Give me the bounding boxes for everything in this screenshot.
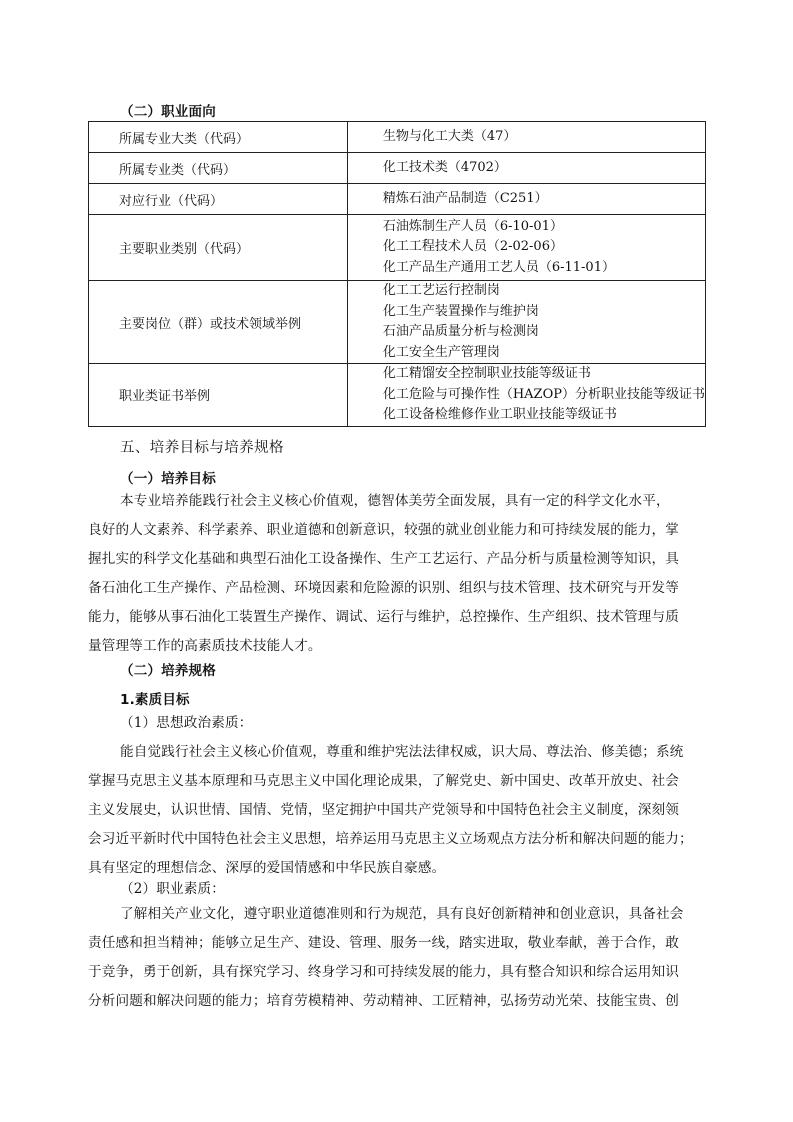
- section-five-heading: 五、培养目标与培养规格: [120, 440, 284, 456]
- paragraph-line: 主义发展史，认识世情、国情、党情，坚定拥护中国共产党领导和中国特色社会主义制度，深刻领: [88, 802, 679, 818]
- table-row: [89, 364, 706, 427]
- political-quality-heading: （1）思想政治素质：: [120, 715, 253, 731]
- table-row: [89, 184, 706, 215]
- professional-quality-paragraph: [88, 900, 684, 1016]
- training-goal-heading: （一）培养目标: [120, 471, 216, 487]
- row-key: 主要职业类别（代码）: [89, 215, 348, 281]
- paragraph-line: 能自觉践行社会主义核心价值观，尊重和维护宪法法律权威，识大局、尊法治、修美德；系统: [120, 744, 684, 760]
- paragraph-line: 备石油化工生产操作、产品检测、环境因素和危险源的识别、组织与技术管理、技术研究与开发等: [88, 580, 679, 596]
- paragraph-line: 分析问题和解决问题的能力；培育劳模精神、劳动精神、工匠精神，弘扬劳动光荣、技能宝贵、创: [88, 993, 679, 1009]
- row-value: 精炼石油产品制造（C251）: [347, 184, 705, 215]
- paragraph-line: 良好的人文素养、科学素养、职业道德和创新意识，较强的就业创业能力和可持续发展的能力，掌: [88, 522, 679, 538]
- row-key: 主要岗位（群）或技术领域举例: [89, 281, 348, 364]
- paragraph-line: 能力，能够从事石油化工装置生产操作、调试、运行与维护，总控操作、生产组织、技术管理与质: [88, 609, 679, 625]
- row-value: 生物与化工大类（47）: [347, 122, 705, 153]
- paragraph-line: 掌握马克思主义基本原理和马克思主义中国化理论成果，了解党史、新中国史、改革开放史、社会: [88, 773, 679, 789]
- paragraph-line: 本专业培养能践行社会主义核心价值观，德智体美劳全面发展，具有一定的科学文化水平，: [120, 493, 670, 509]
- table-row: [89, 281, 706, 364]
- quality-goal-heading: 1.素质目标: [120, 692, 190, 708]
- career-orientation-heading: （二）职业面向: [120, 104, 216, 120]
- row-value: 石油炼制生产人员（6-10-01） 化工工程技术人员（2-02-06） 化工产品生产通用工艺人员（6-11-01）: [347, 215, 705, 281]
- paragraph-line: 具有坚定的理想信念、深厚的爱国情感和中华民族自豪感。: [88, 860, 446, 876]
- paragraph-line: 责任感和担当精神；能够立足生产、建设、管理、服务一线，踏实进取，敬业奉献，善于合作，敢: [88, 935, 679, 951]
- paragraph-line: 了解相关产业文化，遵守职业道德准则和行为规范，具有良好创新精神和创业意识，具备社会: [120, 906, 684, 922]
- row-key: 职业类证书举例: [89, 364, 348, 427]
- training-goal-paragraph: [88, 487, 679, 661]
- career-orientation-table: [88, 121, 706, 427]
- table-row: [89, 153, 706, 184]
- row-value: 化工技术类（4702）: [347, 153, 705, 184]
- table-row: [89, 215, 706, 281]
- row-key: 所属专业类（代码）: [89, 153, 348, 184]
- row-key: 所属专业大类（代码）: [89, 122, 348, 153]
- row-key: 对应行业（代码）: [89, 184, 348, 215]
- row-value: 化工精馏安全控制职业技能等级证书 化工危险与可操作性（HAZOP）分析职业技能等级证书 化工设备检维修作业工职业技能等级证书: [347, 364, 705, 427]
- professional-quality-heading: （2）职业素质：: [120, 881, 226, 897]
- paragraph-line: 握扎实的科学文化基础和典型石油化工设备操作、生产工艺运行、产品分析与质量检测等知识，具: [88, 551, 679, 567]
- political-quality-paragraph: [88, 738, 693, 883]
- paragraph-line: 量管理等工作的高素质技术技能人才。: [88, 638, 322, 654]
- paragraph-line: 会习近平新时代中国特色社会主义思想，培养运用马克思主义立场观点方法分析和解决问题的能力；: [88, 831, 693, 847]
- training-spec-heading: （二）培养规格: [120, 663, 216, 679]
- paragraph-line: 于竞争，勇于创新，具有探究学习、终身学习和可持续发展的能力，具有整合知识和综合运用知识: [88, 964, 679, 980]
- table-row: [89, 122, 706, 153]
- row-value: 化工工艺运行控制岗 化工生产装置操作与维护岗 石油产品质量分析与检测岗 化工安全生产管理岗: [347, 281, 705, 364]
